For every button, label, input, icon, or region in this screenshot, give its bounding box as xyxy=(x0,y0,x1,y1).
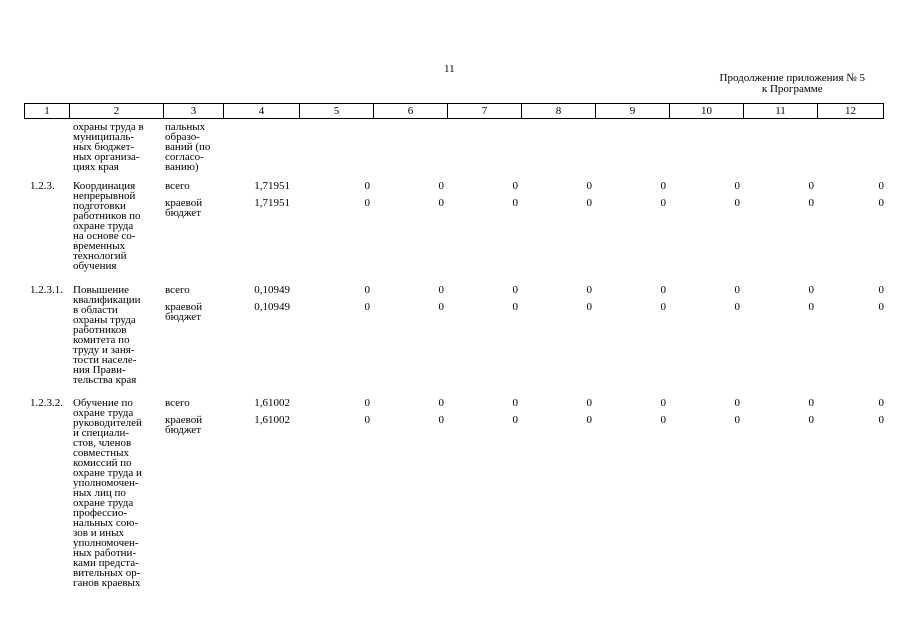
amount-year: 0 xyxy=(808,414,814,426)
text-line: и специали- xyxy=(73,427,130,439)
text-line: Повышение xyxy=(73,284,130,296)
text-line: уполномочен- xyxy=(73,477,139,489)
amount-year: 0 xyxy=(512,414,518,426)
amount-year: 0 xyxy=(512,397,518,409)
text-line: комиссий по xyxy=(73,457,132,469)
amount-year: 0 xyxy=(364,397,370,409)
amount-year: 0 xyxy=(438,180,444,192)
amount-year: 0 xyxy=(586,414,592,426)
source-label xyxy=(165,181,190,191)
amount-year: 0 xyxy=(808,397,814,409)
amount-year: 0 xyxy=(660,397,666,409)
amount-year: 0 xyxy=(586,284,592,296)
continued-source xyxy=(165,122,210,172)
amount-year: 0 xyxy=(586,180,592,192)
text-line: бюджет xyxy=(165,311,201,323)
amount-year: 0 xyxy=(878,414,884,426)
text-line: охране труда и xyxy=(73,467,142,479)
text-line: обучения xyxy=(73,260,117,272)
text-line: временных xyxy=(73,240,126,252)
amount-year: 0 xyxy=(364,414,370,426)
continued-title xyxy=(73,122,144,172)
text-line: стов, членов xyxy=(73,437,132,449)
text-line: охране труда xyxy=(73,497,134,509)
text-line: краевой xyxy=(165,301,203,313)
text-line: охране труда xyxy=(73,220,134,232)
amount-total: 1,71951 xyxy=(254,180,290,192)
row-title xyxy=(73,181,141,271)
text-line: циях края xyxy=(73,161,119,173)
text-line: труду и заня- xyxy=(73,344,135,356)
amount-total: 0,10949 xyxy=(254,301,290,313)
amount-year: 0 xyxy=(438,397,444,409)
header-col-4: 4 xyxy=(223,104,299,118)
row-code: 1.2.3. xyxy=(30,180,55,192)
amount-year: 0 xyxy=(586,397,592,409)
header-col-5: 5 xyxy=(299,104,373,118)
header-col-11: 11 xyxy=(743,104,817,118)
header-col-9: 9 xyxy=(595,104,669,118)
amount-year: 0 xyxy=(660,197,666,209)
amount-year: 0 xyxy=(660,180,666,192)
amount-year: 0 xyxy=(438,414,444,426)
text-line: ками предста- xyxy=(73,557,139,569)
text-line: профессио- xyxy=(73,507,127,519)
amount-year: 0 xyxy=(878,301,884,313)
header-col-8: 8 xyxy=(521,104,595,118)
text-line: ганов краевых xyxy=(73,577,141,589)
amount-year: 0 xyxy=(512,180,518,192)
text-line: краевой xyxy=(165,414,203,426)
amount-year: 0 xyxy=(808,197,814,209)
amount-total: 1,61002 xyxy=(254,414,290,426)
amount-total: 1,61002 xyxy=(254,397,290,409)
amount-year: 0 xyxy=(808,180,814,192)
text-line: тости населе- xyxy=(73,354,137,366)
amount-year: 0 xyxy=(734,284,740,296)
text-line: ных организа- xyxy=(73,151,140,163)
amount-year: 0 xyxy=(512,197,518,209)
header-col-12: 12 xyxy=(817,104,883,118)
header-col-7: 7 xyxy=(447,104,521,118)
row-code: 1.2.3.1. xyxy=(30,284,63,296)
text-line: подготовки xyxy=(73,200,126,212)
amount-year: 0 xyxy=(660,284,666,296)
table-header xyxy=(24,103,884,119)
amount-year: 0 xyxy=(586,197,592,209)
amount-year: 0 xyxy=(364,301,370,313)
text-line: ных лиц по xyxy=(73,487,126,499)
row-title xyxy=(73,398,142,588)
text-line: Координация xyxy=(73,180,136,192)
text-line: согласо- xyxy=(165,151,204,163)
amount-year: 0 xyxy=(512,284,518,296)
amount-year: 0 xyxy=(734,414,740,426)
source-label xyxy=(165,398,190,408)
text-line: ванию) xyxy=(165,161,199,173)
amount-year: 0 xyxy=(808,301,814,313)
amount-year: 0 xyxy=(512,301,518,313)
text-line: в области xyxy=(73,304,118,316)
text-line: бюджет xyxy=(165,207,201,219)
text-line: бюджет xyxy=(165,424,201,436)
amount-year: 0 xyxy=(734,397,740,409)
source-label xyxy=(165,302,202,322)
amount-year: 0 xyxy=(878,197,884,209)
text-line: всего xyxy=(165,180,190,192)
text-line: вительных ор- xyxy=(73,567,141,579)
text-line: ных работни- xyxy=(73,547,137,559)
header-col-2: 2 xyxy=(69,104,163,118)
text-line: нальных сою- xyxy=(73,517,139,529)
header-col-6: 6 xyxy=(373,104,447,118)
appendix-line: к Программе xyxy=(761,83,823,95)
amount-year: 0 xyxy=(438,301,444,313)
text-line: комитета по xyxy=(73,334,130,346)
text-line: технологий xyxy=(73,250,127,262)
source-label xyxy=(165,285,190,295)
text-line: краевой xyxy=(165,197,203,209)
amount-year: 0 xyxy=(878,284,884,296)
text-line: охраны труда xyxy=(73,314,136,326)
text-line: на основе со- xyxy=(73,230,136,242)
text-line: всего xyxy=(165,284,190,296)
text-line: всего xyxy=(165,397,190,409)
amount-year: 0 xyxy=(364,284,370,296)
text-line: Обучение по xyxy=(73,397,133,409)
text-line: работников по xyxy=(73,210,141,222)
text-line: уполномочен- xyxy=(73,537,139,549)
text-line: охране труда xyxy=(73,407,134,419)
amount-year: 0 xyxy=(364,197,370,209)
page-number: 11 xyxy=(444,63,455,75)
amount-total: 0,10949 xyxy=(254,284,290,296)
text-line: зов и иных xyxy=(73,527,125,539)
text-line: непрерывной xyxy=(73,190,136,202)
amount-year: 0 xyxy=(438,284,444,296)
text-line: муниципаль- xyxy=(73,131,135,143)
header-col-10: 10 xyxy=(669,104,743,118)
text-line: ных бюджет- xyxy=(73,141,135,153)
text-line: совместных xyxy=(73,447,129,459)
text-line: руководителей xyxy=(73,417,142,429)
text-line: ния Прави- xyxy=(73,364,126,376)
source-label xyxy=(165,415,202,435)
text-line: образо- xyxy=(165,131,200,143)
text-line: тельства края xyxy=(73,374,137,386)
amount-year: 0 xyxy=(878,397,884,409)
header-col-3: 3 xyxy=(163,104,223,118)
row-code: 1.2.3.2. xyxy=(30,397,63,409)
amount-year: 0 xyxy=(734,301,740,313)
text-line: пальных xyxy=(165,121,206,133)
header-col-1: 1 xyxy=(44,105,50,117)
amount-year: 0 xyxy=(878,180,884,192)
text-line: работников xyxy=(73,324,127,336)
text-line: ваний (по xyxy=(165,141,211,153)
appendix-title xyxy=(720,73,865,95)
amount-year: 0 xyxy=(734,197,740,209)
amount-year: 0 xyxy=(660,414,666,426)
text-line: квалификации xyxy=(73,294,141,306)
appendix-line: Продолжение приложения № 5 xyxy=(719,72,865,84)
amount-year: 0 xyxy=(734,180,740,192)
source-label xyxy=(165,198,202,218)
text-line: охраны труда в xyxy=(73,121,144,133)
row-title xyxy=(73,285,140,385)
amount-year: 0 xyxy=(438,197,444,209)
amount-year: 0 xyxy=(364,180,370,192)
amount-year: 0 xyxy=(586,301,592,313)
amount-year: 0 xyxy=(660,301,666,313)
amount-total: 1,71951 xyxy=(254,197,290,209)
amount-year: 0 xyxy=(808,284,814,296)
